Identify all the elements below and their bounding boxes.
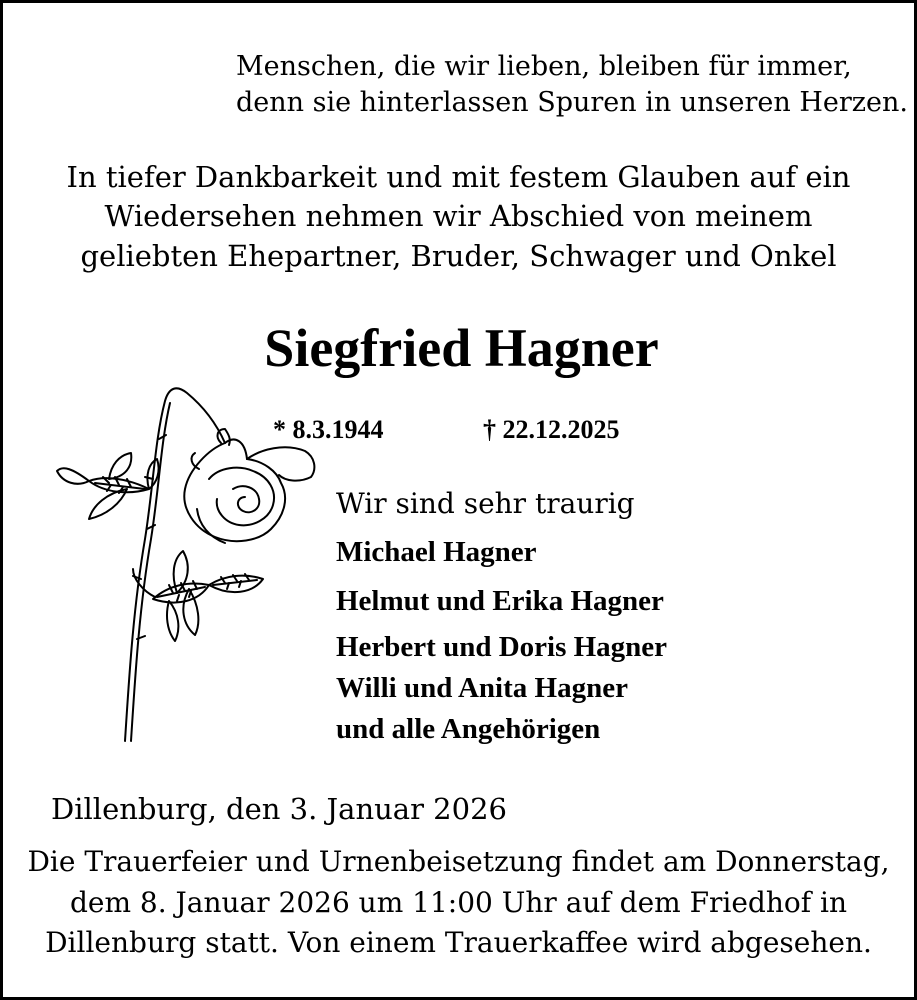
service-line-2: dem 8. Januar 2026 um 11:00 Uhr auf dem Friedhof in: [69, 886, 847, 919]
mourner-name: Herbert und Doris Hagner: [336, 631, 668, 663]
intro-line-3: geliebten Ehepartner, Bruder, Schwager und Onkel: [80, 239, 837, 273]
place-date: Dillenburg, den 3. Januar 2026: [51, 792, 507, 826]
mourner-name: Michael Hagner: [336, 536, 537, 568]
rose-icon: [49, 379, 329, 749]
birth-date: * 8.3.1944: [273, 415, 384, 444]
intro-line-2: Wiedersehen nehmen wir Abschied von meinem: [104, 199, 813, 233]
mourner-name: und alle Angehörigen: [336, 713, 601, 745]
service-line-1: Die Trauerfeier und Urnenbeisetzung findet am Donnerstag,: [27, 845, 890, 878]
service-line-3: Dillenburg statt. Von einem Trauerkaffee wird abgesehen.: [45, 926, 872, 959]
mourner-name: Helmut und Erika Hagner: [336, 585, 664, 617]
death-date: † 22.12.2025: [483, 415, 620, 444]
motto-line-1: Menschen, die wir lieben, bleiben für immer,: [236, 51, 852, 82]
mourner-name: Willi und Anita Hagner: [336, 672, 628, 704]
motto-line-2: denn sie hinterlassen Spuren in unseren Herzen.: [236, 87, 908, 118]
intro-line-1: In tiefer Dankbarkeit und mit festem Glauben auf ein: [66, 160, 851, 194]
deceased-name: Siegfried Hagner: [264, 318, 659, 378]
mourners-intro: Wir sind sehr traurig: [336, 487, 635, 520]
